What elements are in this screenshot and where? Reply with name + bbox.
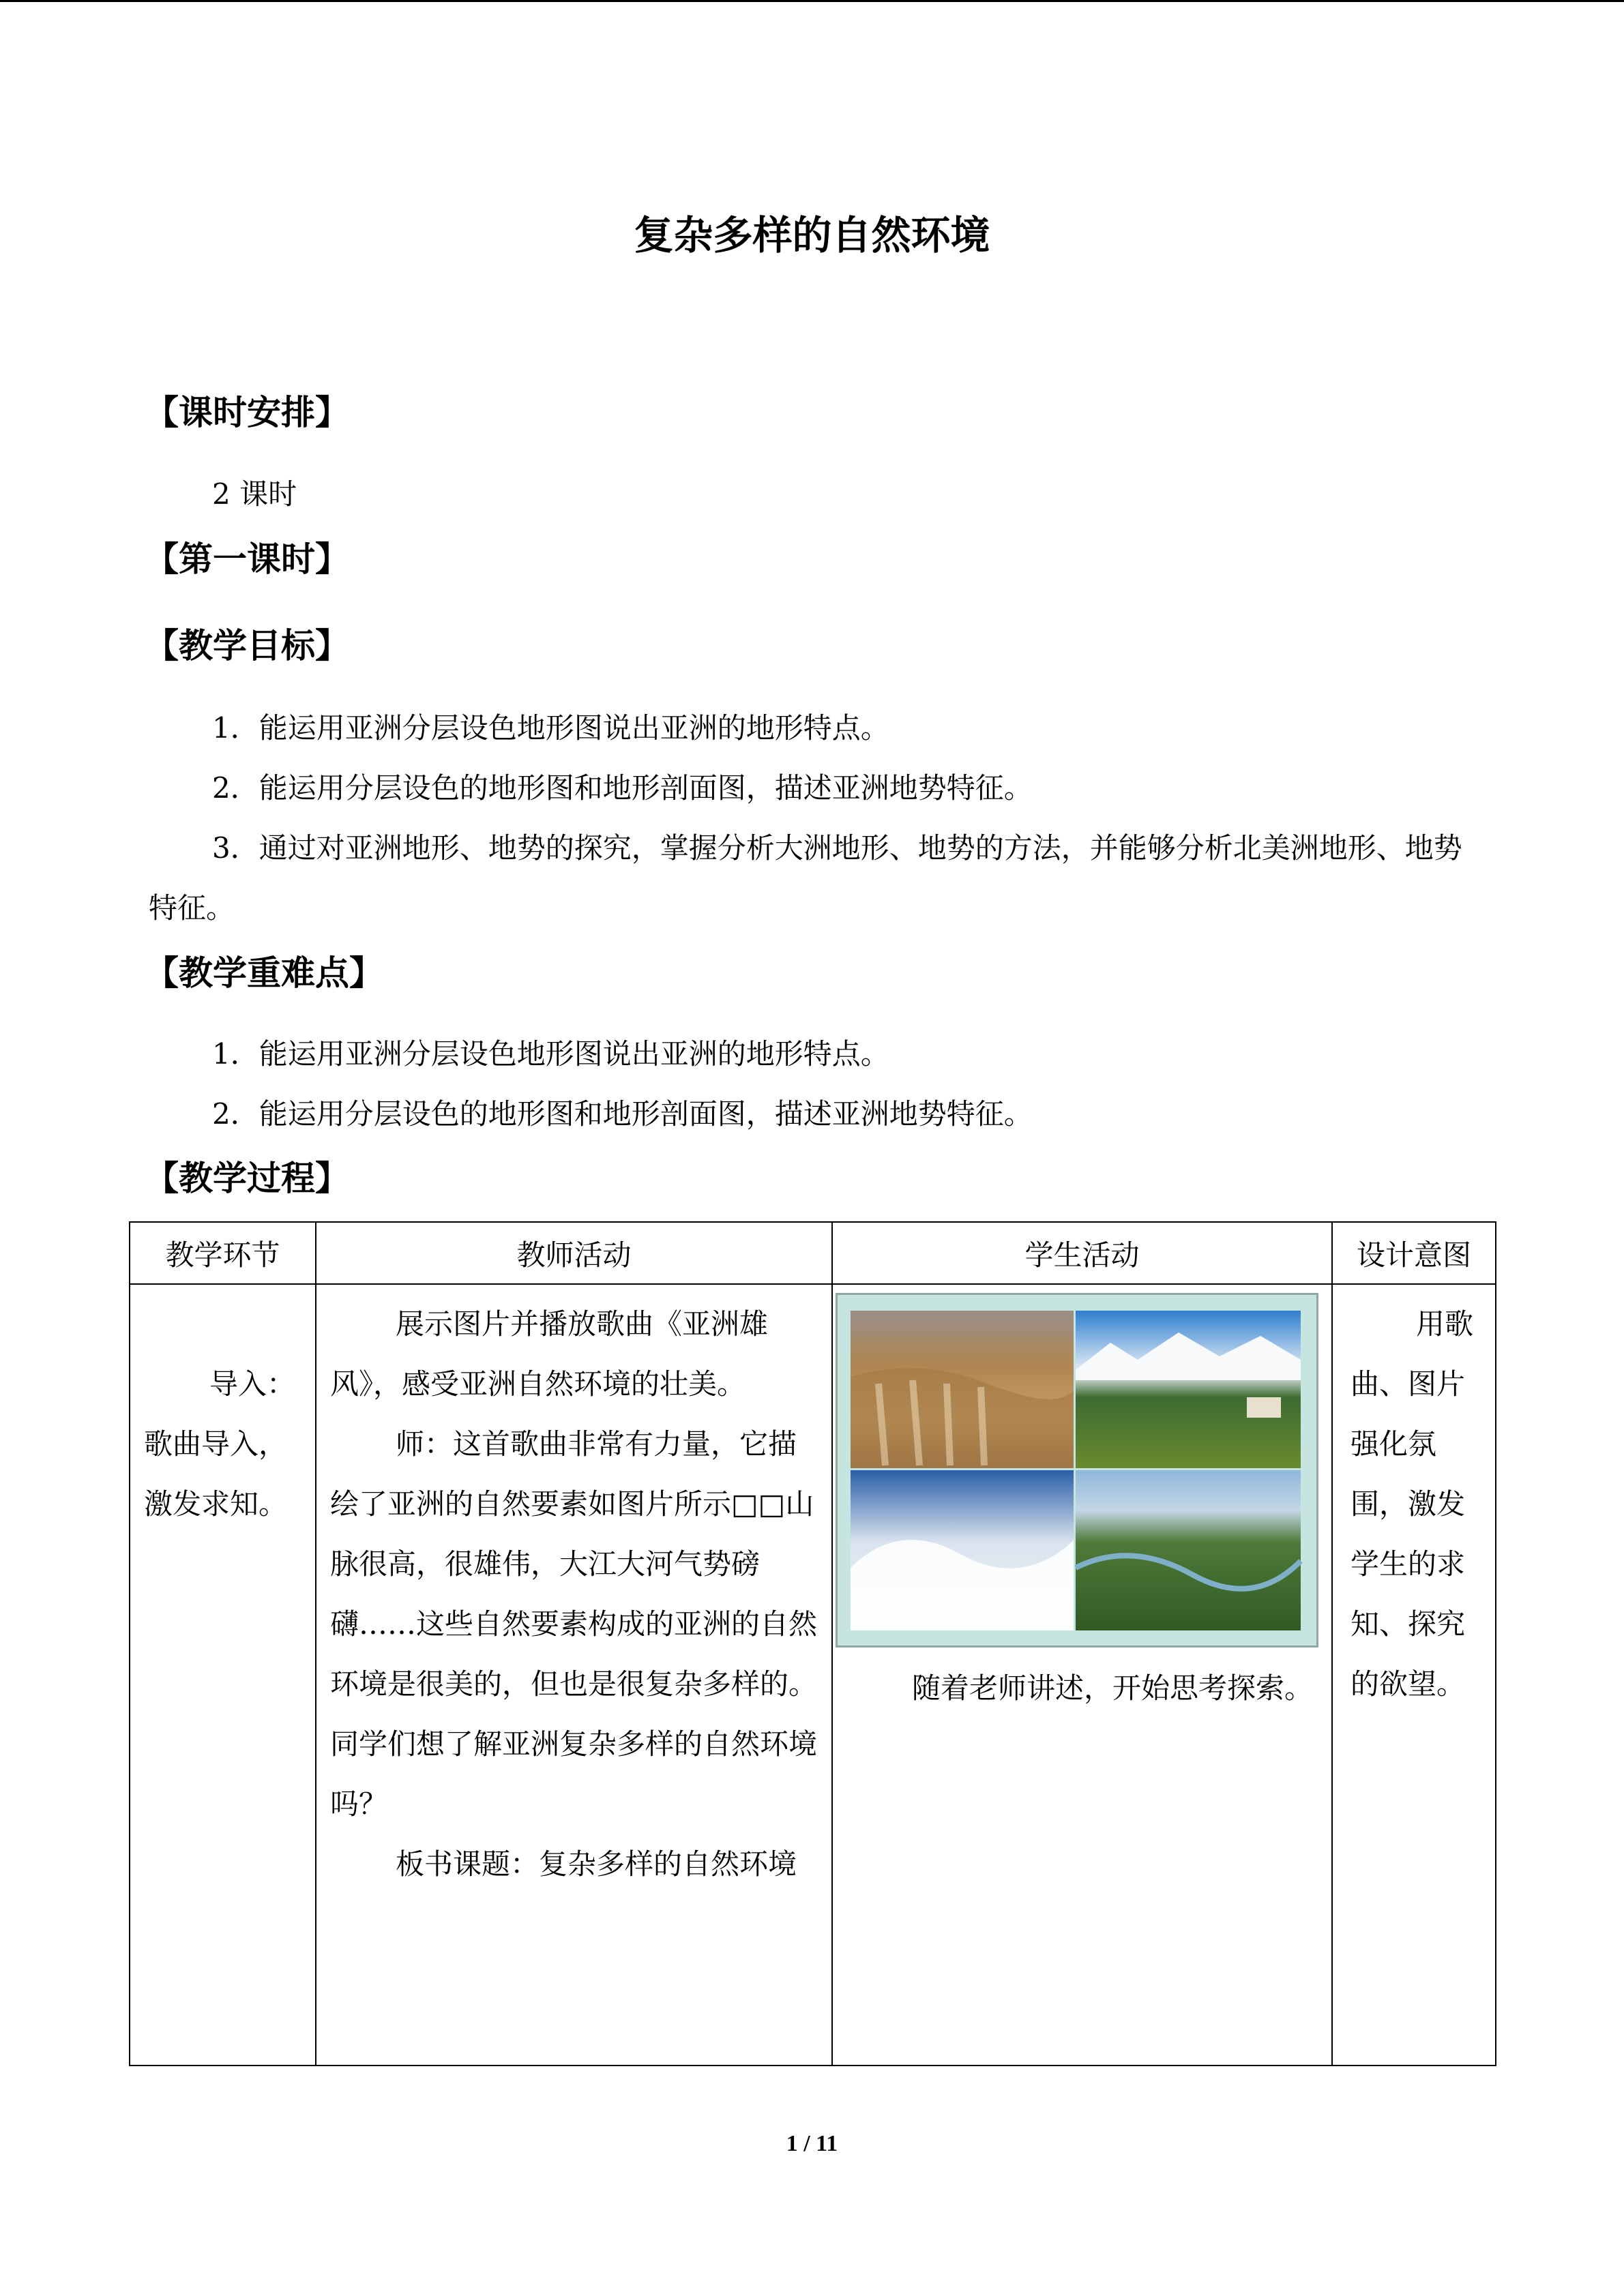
- teacher-paragraph-3: 板书课题：复杂多样的自然环境: [396, 1847, 797, 1881]
- heading-process: 【教学过程】: [145, 1159, 349, 1198]
- top-border-line: [0, 0, 1624, 2]
- student-activity-text: 随着老师讲述，开始思考探索。: [912, 1671, 1314, 1705]
- landscape-photos-image: [838, 1295, 1316, 1645]
- stage-text: 导入：歌曲导入，激发求知。: [144, 1367, 296, 1521]
- teacher-paragraph-2: 师：这首歌曲非常有力量，它描绘了亚洲的自然要素如图片所示□□山脉很高，很雄伟，大江大河气势磅礴……这些自然要素构成的亚洲的自然环境是很美的，但也是很复杂多样的。同学们想了解亚洲复杂多样的自然环境吗？: [330, 1427, 818, 1821]
- process-table: [129, 1221, 1496, 2066]
- header-student-activity: 学生活动: [832, 1222, 1332, 1284]
- heading-goals: 【教学目标】: [145, 626, 349, 666]
- teacher-paragraph-1: 展示图片并播放歌曲《亚洲雄风》，感受亚洲自然环境的壮美。: [330, 1307, 769, 1401]
- header-teacher-activity: 教师活动: [316, 1222, 832, 1284]
- cell-teacher-activity: [316, 1284, 832, 2066]
- cell-design-intent: [1332, 1284, 1496, 2066]
- header-design-intent: 设计意图: [1332, 1222, 1496, 1284]
- teacher-activity-text: [330, 1294, 818, 1894]
- design-intent-text: 用歌曲、图片强化氛围，激发学生的求知、探究的欲望。: [1350, 1307, 1474, 1701]
- goal-item-3: 3．通过对亚洲地形、地势的探究，掌握分析大洲地形、地势的方法，并能够分析北美洲地形、地势特征。: [149, 831, 1462, 925]
- schedule-text: 2 课时: [212, 477, 297, 511]
- landscape-photo-collage: [836, 1293, 1318, 1648]
- goal-item-2: 2．能运用分层设色的地形图和地形剖面图，描述亚洲地势特征。: [212, 771, 1033, 805]
- cell-stage: [130, 1284, 316, 2066]
- key-point-item-2: 2．能运用分层设色的地形图和地形剖面图，描述亚洲地势特征。: [212, 1097, 1033, 1131]
- page-number: 1 / 11: [786, 2131, 838, 2156]
- goal-item-1: 1．能运用亚洲分层设色地形图说出亚洲的地形特点。: [212, 711, 889, 745]
- heading-key-points: 【教学重难点】: [145, 953, 383, 993]
- cell-student-activity: [832, 1284, 1332, 2066]
- page-title: 复杂多样的自然环境: [634, 212, 990, 258]
- table-header-row: [130, 1222, 1496, 1284]
- header-stage: 教学环节: [130, 1222, 316, 1284]
- table-row: [130, 1284, 1496, 2066]
- key-point-item-1: 1．能运用亚洲分层设色地形图说出亚洲的地形特点。: [212, 1037, 889, 1071]
- heading-lesson1: 【第一课时】: [145, 539, 349, 579]
- heading-schedule: 【课时安排】: [145, 393, 349, 432]
